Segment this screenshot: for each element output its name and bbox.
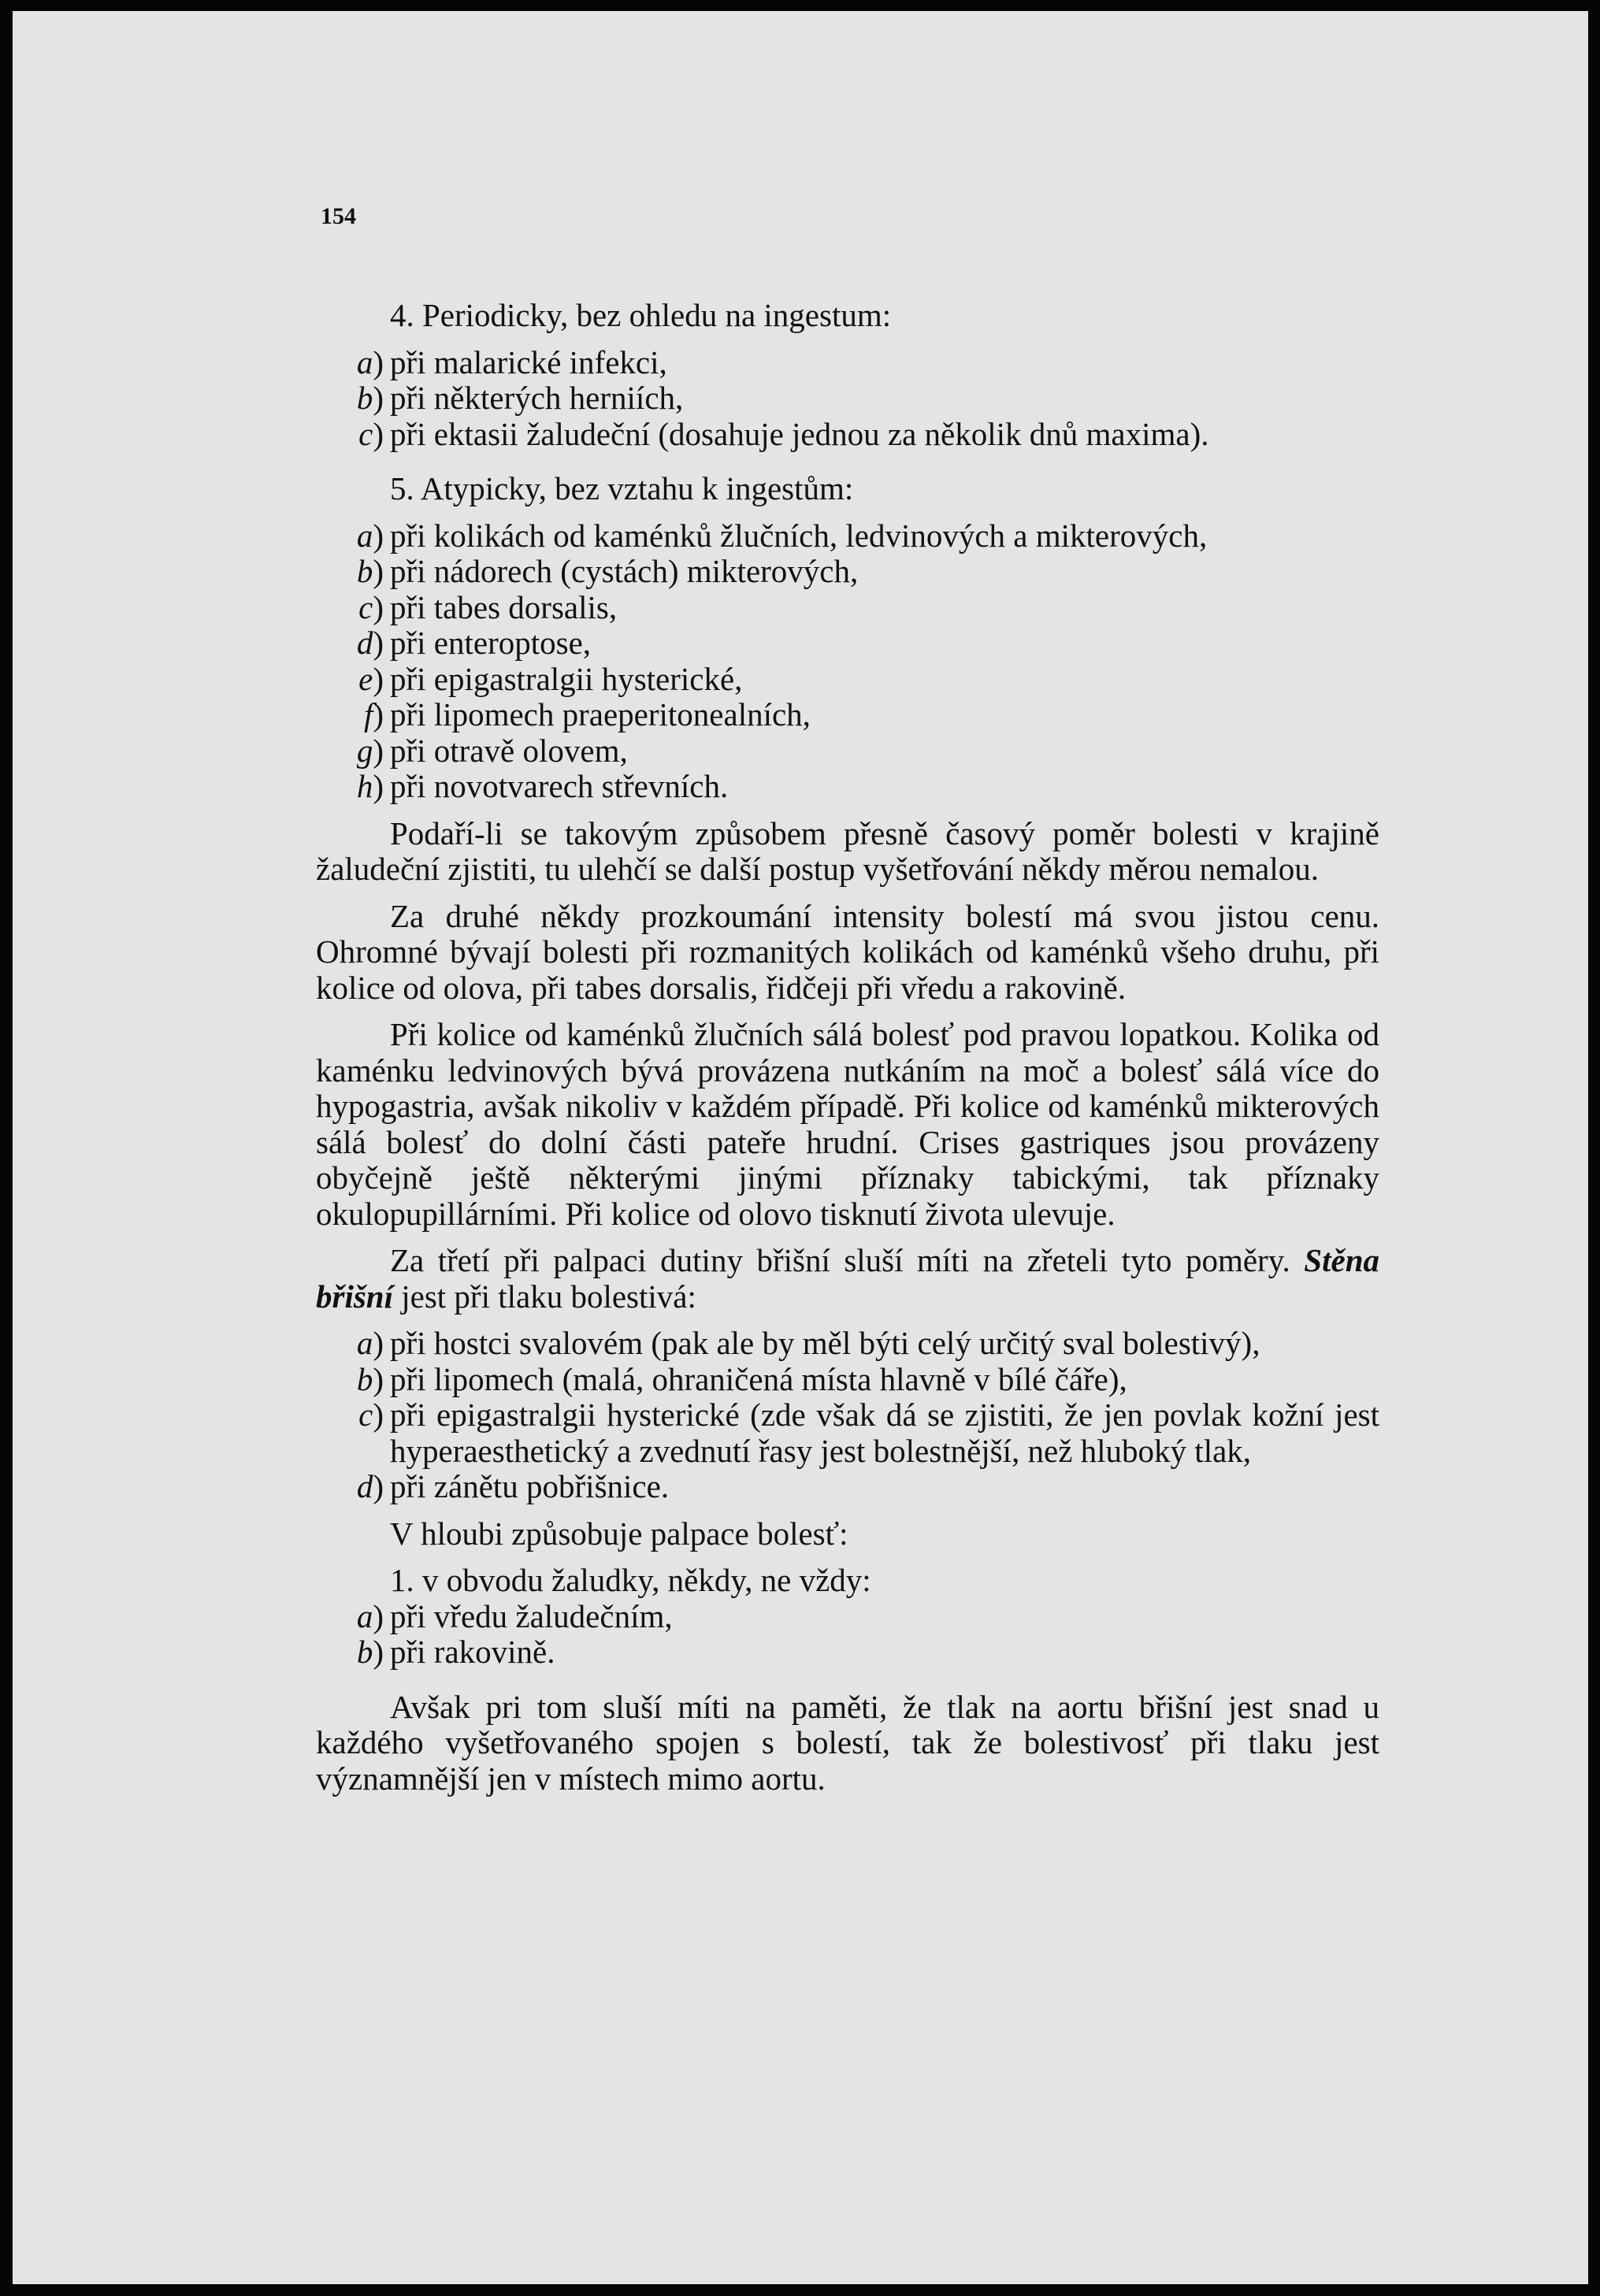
list-item — [316, 380, 1379, 417]
list-item — [316, 1397, 1379, 1469]
list-item — [316, 590, 1379, 626]
list-marker: f) — [363, 696, 384, 733]
list-item — [316, 1362, 1379, 1398]
list-item-text: při tabes dorsalis, — [390, 588, 618, 625]
list-item-text: při epigastralgii hysterické (zde však dá se zjistiti, že jen povlak kožní jest hyperaesthetický a zvednutí řasy jest bolestnější, než hluboký tlak, — [390, 1397, 1379, 1469]
paragraph: Avšak pri tom sluší míti na paměti, že tlak na aortu břišní jest snad u každého vyšetřovaného spojen s bolestí, tak že bolestivosť při tlaku jest významnější jen v místech mimo aortu. — [316, 1688, 1379, 1797]
list-item-text: při rakovině. — [390, 1634, 555, 1670]
page-body — [316, 196, 1379, 1797]
list-item-text: při lipomech praeperitonealních, — [390, 696, 811, 733]
list-item-text: při novotvarech střevních. — [390, 768, 729, 804]
list-item-text: při hostci svalovém (pak ale by měl býti celý určitý sval bolestivý), — [390, 1325, 1260, 1361]
scanned-page — [13, 11, 1588, 2284]
list-marker: a) — [356, 517, 384, 554]
paragraph: Podaří-li se takovým způsobem přesně časový poměr bolesti v krajině žaludeční zjistiti, tu ulehčí se další postup vyšetřování někdy měrou nemalou. — [316, 814, 1379, 887]
list-item — [316, 518, 1379, 555]
list-item — [316, 1326, 1379, 1362]
paragraph — [316, 1243, 1379, 1315]
list-marker: h) — [356, 768, 384, 804]
list-marker: b) — [356, 1634, 384, 1670]
list-item — [316, 625, 1379, 662]
list-marker: a) — [356, 1325, 384, 1361]
list-item-text: při otravě olovem, — [390, 732, 628, 769]
list-item — [316, 769, 1379, 805]
list-item-text: při nádorech (cystách) mikterových, — [390, 553, 859, 589]
list-marker: d) — [356, 625, 384, 661]
list-item — [316, 1469, 1379, 1505]
paragraph: Za druhé někdy prozkoumání intensity bolestí má svou jistou cenu. Ohromné bývají bolesti při rozmanitých kolikách od kaménků všeho druhu, při kolice od olova, při tabes dorsalis, řidčeji při vředu a rakovině. — [316, 897, 1379, 1006]
list-item — [316, 554, 1379, 590]
list-item — [316, 345, 1379, 381]
list-item-text: při lipomech (malá, ohraničená místa hlavně v bílé čáře), — [390, 1360, 1127, 1397]
list-marker: b) — [356, 1360, 384, 1397]
list-item — [316, 417, 1379, 453]
list-marker: a) — [356, 343, 384, 380]
list-marker: b) — [356, 553, 384, 589]
paragraph-text: Za třetí při palpaci dutiny břišní sluší míti na zřeteli tyto poměry. — [390, 1242, 1290, 1278]
depth-subheading: 1. v obvodu žaludky, někdy, ne vždy: — [390, 1562, 871, 1598]
page-number: 154 — [321, 203, 356, 229]
list-item — [316, 1634, 1379, 1671]
list-marker: a) — [356, 1597, 384, 1634]
list-item-text: při ektasii žaludeční (dosahuje jednou za několik dnů maxima). — [390, 415, 1209, 452]
list-marker: d) — [356, 1468, 384, 1504]
list-marker: c) — [358, 588, 384, 625]
list-marker: c) — [358, 415, 384, 452]
list-item — [316, 697, 1379, 733]
list-item-text: při epigastralgii hysterické, — [390, 660, 743, 697]
list-item — [316, 1599, 1379, 1635]
emphasis-text: Stěna břišní — [316, 1242, 1379, 1315]
paragraph-text: jest při tlaku bolestivá: — [401, 1278, 696, 1315]
list-item — [316, 662, 1379, 698]
list-item-text: při zánětu pobřišnice. — [390, 1468, 670, 1504]
list-item-text: při kolikách od kaménků žlučních, ledvinových a mikterových, — [390, 517, 1208, 554]
depth-heading: V hloubi způsobuje palpace bolesť: — [390, 1515, 848, 1552]
section-4-heading: 4. Periodicky, bez ohledu na ingestum: — [390, 297, 892, 333]
list-item-text: při enteroptose, — [390, 625, 592, 661]
list-marker: c) — [358, 1397, 384, 1433]
list-item — [316, 733, 1379, 770]
list-item-text: při vředu žaludečním, — [390, 1597, 673, 1634]
list-marker: b) — [356, 380, 384, 416]
list-item-text: při některých herniích, — [390, 380, 684, 416]
list-marker: g) — [356, 732, 384, 769]
list-marker: e) — [358, 660, 384, 697]
paragraph: Při kolice od kaménků žlučních sálá bolesť pod pravou lopatkou. Kolika od kaménku ledvinových bývá provázena nutkáním na moč a bolesť sálá více do hypogastria, avšak nikoliv v každém případě. Při kolice od kaménků mikterových sálá bolesť do dolní části pateře hrudní. Crises gastriques jsou provázeny obyčejně ještě některými jinými příznaky tabickými, tak příznaky okulopupillárními. Při kolice od olovo tisknutí života ulevuje. — [316, 1016, 1379, 1232]
list-item-text: při malarické infekci, — [390, 343, 667, 380]
section-5-heading: 5. Atypicky, bez vztahu k ingestům: — [390, 470, 854, 506]
